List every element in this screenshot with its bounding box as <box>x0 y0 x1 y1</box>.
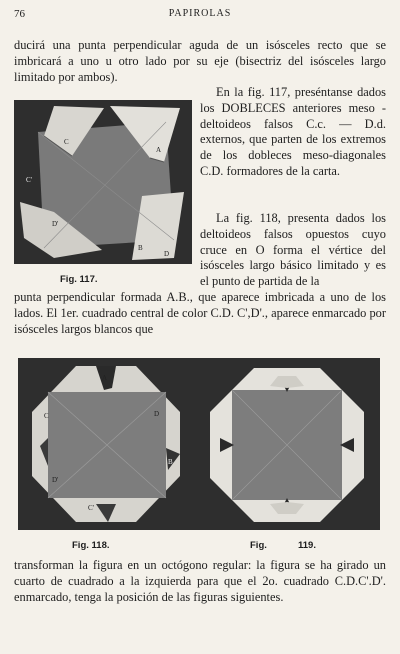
paragraph-4: transforman la figura en un octógono regular: la figura se ha girado un cuarto de cuadrado a la izquierda para que el 2o. cuadrado C.D.C'.D'. enmarcado, tenga la posición de las figuras siguientes. <box>14 558 386 604</box>
figures-118-119 <box>18 358 380 530</box>
label-b: B <box>138 244 143 252</box>
label-d-prime: D' <box>52 220 59 228</box>
paragraph-3-full: punta perpendicular formada A.B., que aparece imbricada a uno de los lados. El 1er. cuadrado central de color C.D. C',D'., aparece enmarcado por isósceles largos blancos que <box>14 290 386 336</box>
figure-117 <box>14 100 192 264</box>
page-header <box>14 8 386 22</box>
paragraph-continuation <box>14 38 386 85</box>
caption-fig-119-word: Fig. <box>250 540 267 551</box>
figure-117-drawing <box>14 100 192 264</box>
label-a: A <box>156 146 162 154</box>
page-number: 76 <box>14 8 25 20</box>
paragraph-2: En la fig. 117, preséntanse dados los DOBLECES anteriores meso - deltoideos falsos C.c. — D.d. externos, que parten de los extremos de los dobleces meso-diagonales C.D. formadores de la carta. <box>200 85 386 178</box>
paragraph-final <box>14 558 386 605</box>
figure-118 <box>32 366 180 522</box>
label-c-prime: C' <box>26 176 32 184</box>
paragraph-3-col: La fig. 118, presenta dados los deltoideos falsos opuestos cuyo cruce en O forma el vértice del isósceles largo básico limitado y es el punto de partida de la <box>200 211 386 289</box>
paragraph-fig-118-col <box>200 211 386 290</box>
paragraph-fig-117 <box>200 85 386 180</box>
label-d-prime: D' <box>52 476 59 484</box>
figure-119 <box>210 368 364 522</box>
paragraph-fig-118-full <box>14 290 386 337</box>
caption-fig-117: Fig. 117. <box>60 274 98 285</box>
label-c-prime: C' <box>88 504 94 512</box>
label-a: A <box>102 374 108 382</box>
caption-fig-118: Fig. 118. <box>72 540 110 551</box>
label-c: C <box>44 412 49 420</box>
label-d: D <box>164 250 170 258</box>
label-d: D <box>154 410 160 418</box>
figures-118-119-drawing <box>18 358 380 530</box>
label-b: B <box>168 458 173 466</box>
label-c: C <box>64 138 69 146</box>
running-title: PAPIROLAS <box>168 8 232 19</box>
caption-fig-119-number: 119. <box>298 540 316 551</box>
paragraph-1: ducirá una punta perpendicular aguda de un isósceles recto que se imbricará a uno u otro lado por su eje (bisectriz del isósceles largo limitado por ambos). <box>14 38 386 84</box>
